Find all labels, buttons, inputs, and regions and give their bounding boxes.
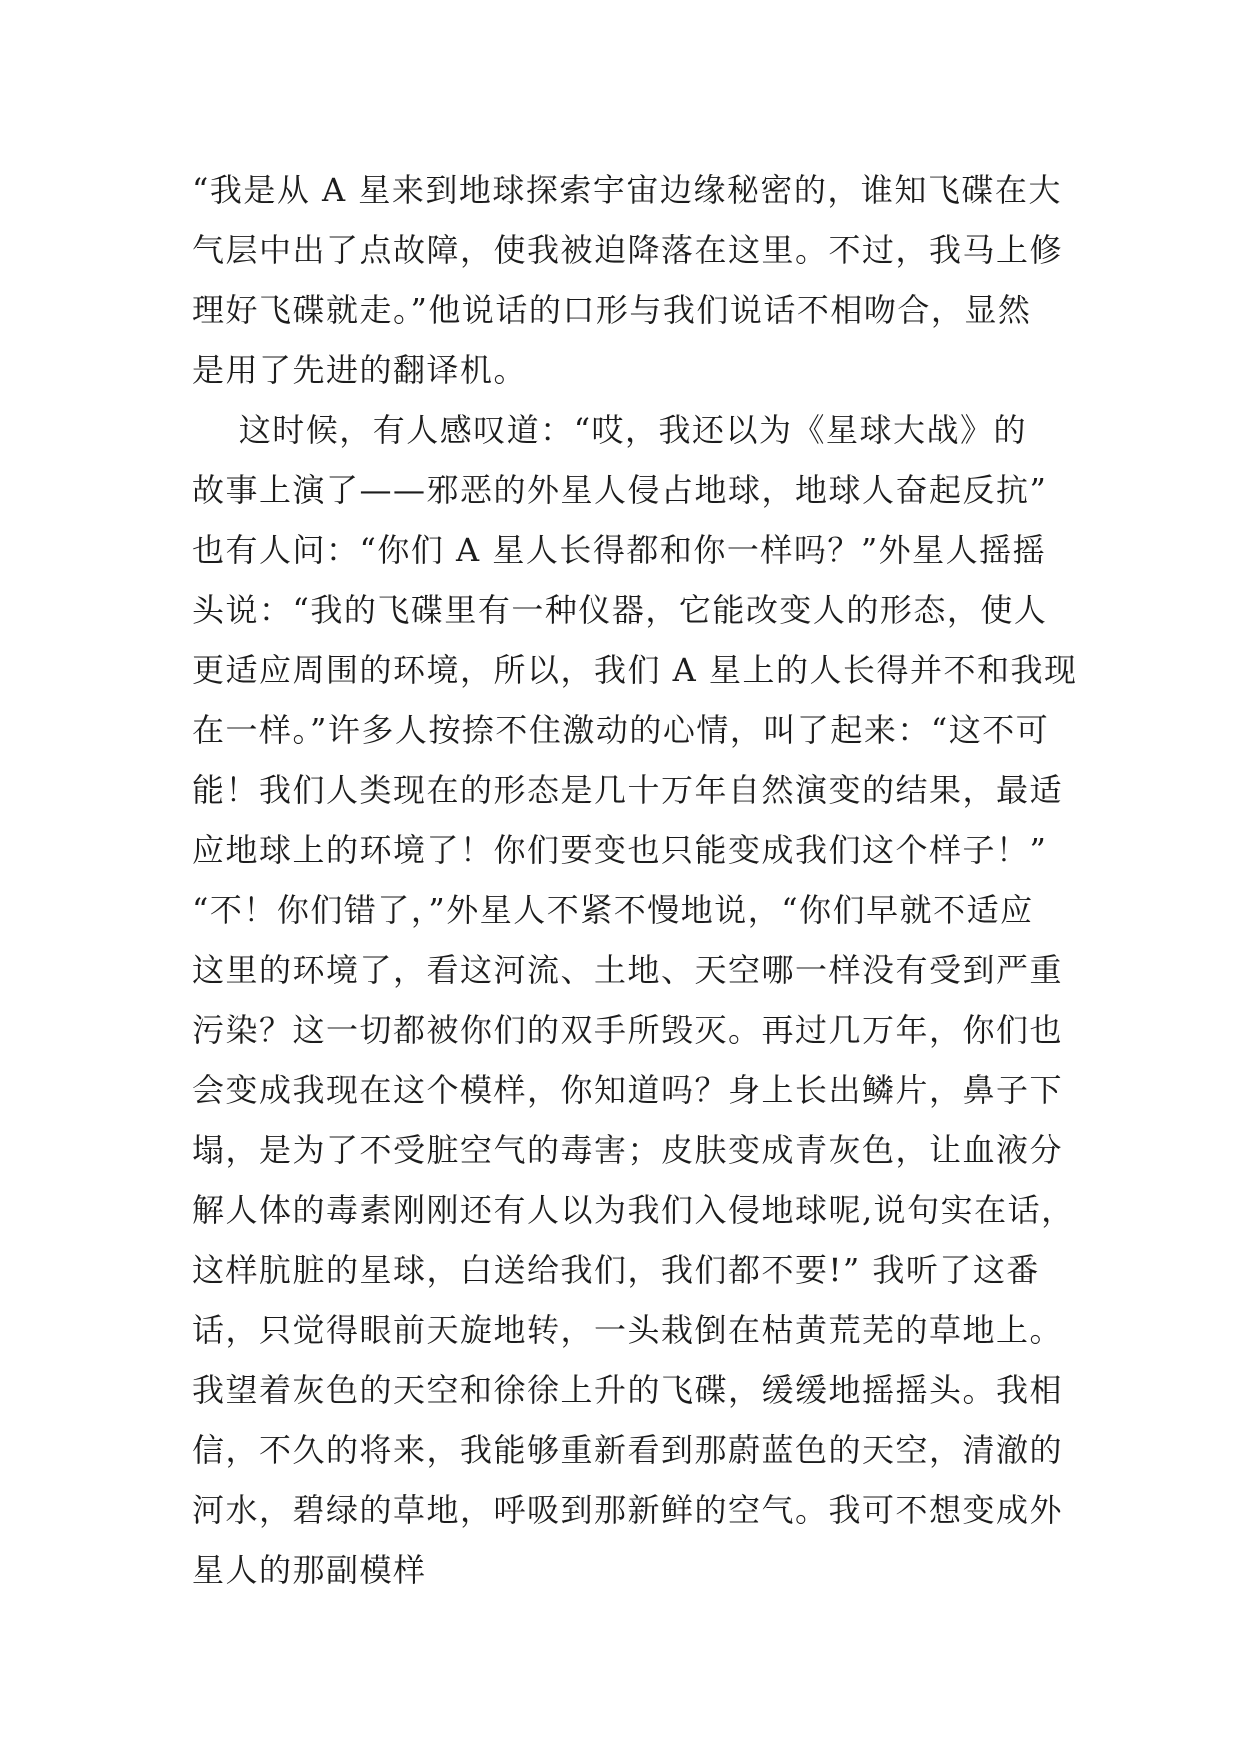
- text-line: 也有人问：“你们 A 星人长得都和你一样吗？”外星人摇摇: [192, 531, 1047, 569]
- text-line: 污染？这一切都被你们的双手所毁灭。再过几万年，你们也: [192, 1011, 1064, 1049]
- text-line: 故事上演了——邪恶的外星人侵占地球，地球人奋起反抗”: [192, 471, 1048, 509]
- text-line: 这时候，有人感叹道：“哎，我还以为《星球大战》的: [192, 411, 1028, 449]
- text-line: 会变成我现在这个模样，你知道吗？身上长出鳞片，鼻子下: [192, 1071, 1064, 1109]
- text-line: 是用了先进的翻译机。: [192, 351, 528, 389]
- text-line: 应地球上的环境了！你们要变也只能变成我们这个样子！”: [192, 831, 1048, 869]
- text-line: 解人体的毒素刚刚还有人以为我们入侵地球呢,说句实在话，: [192, 1191, 1075, 1229]
- text-line: 头说：“我的飞碟里有一种仪器，它能改变人的形态，使人: [192, 591, 1048, 629]
- text-line: 星人的那副模样: [192, 1551, 427, 1589]
- text-line: 气层中出了点故障，使我被迫降落在这里。不过，我马上修: [192, 231, 1064, 269]
- text-line: 这样肮脏的星球，白送给我们，我们都不要!” 我听了这番: [192, 1251, 1040, 1289]
- text-line: 更适应周围的环境，所以，我们 A 星上的人长得并不和我现: [192, 651, 1078, 689]
- text-line: “不！你们错了，”外星人不紧不慢地说，“你们早就不适应: [192, 891, 1034, 929]
- text-line: 河水，碧绿的草地，呼吸到那新鲜的空气。我可不想变成外: [192, 1491, 1064, 1529]
- text-line: 在一样。”许多人按捺不住激动的心情，叫了起来：“这不可: [192, 711, 1050, 749]
- text-line: 信，不久的将来，我能够重新看到那蔚蓝色的天空，清澈的: [192, 1431, 1064, 1469]
- text-line: 话，只觉得眼前天旋地转，一头栽倒在枯黄荒芜的草地上。: [192, 1311, 1064, 1349]
- text-line: 理好飞碟就走。”他说话的口形与我们说话不相吻合，显然: [192, 291, 1032, 329]
- text-line: 能！我们人类现在的形态是几十万年自然演变的结果，最适: [192, 771, 1064, 809]
- text-line: 这里的环境了，看这河流、土地、天空哪一样没有受到严重: [192, 951, 1064, 989]
- text-line: 我望着灰色的天空和徐徐上升的飞碟，缓缓地摇摇头。我相: [192, 1371, 1064, 1409]
- text-line: 塌，是为了不受脏空气的毒害；皮肤变成青灰色，让血液分: [192, 1131, 1064, 1169]
- text-line: “我是从 A 星来到地球探索宇宙边缘秘密的，谁知飞碟在大: [192, 171, 1062, 209]
- body-text: [192, 160, 1078, 1600]
